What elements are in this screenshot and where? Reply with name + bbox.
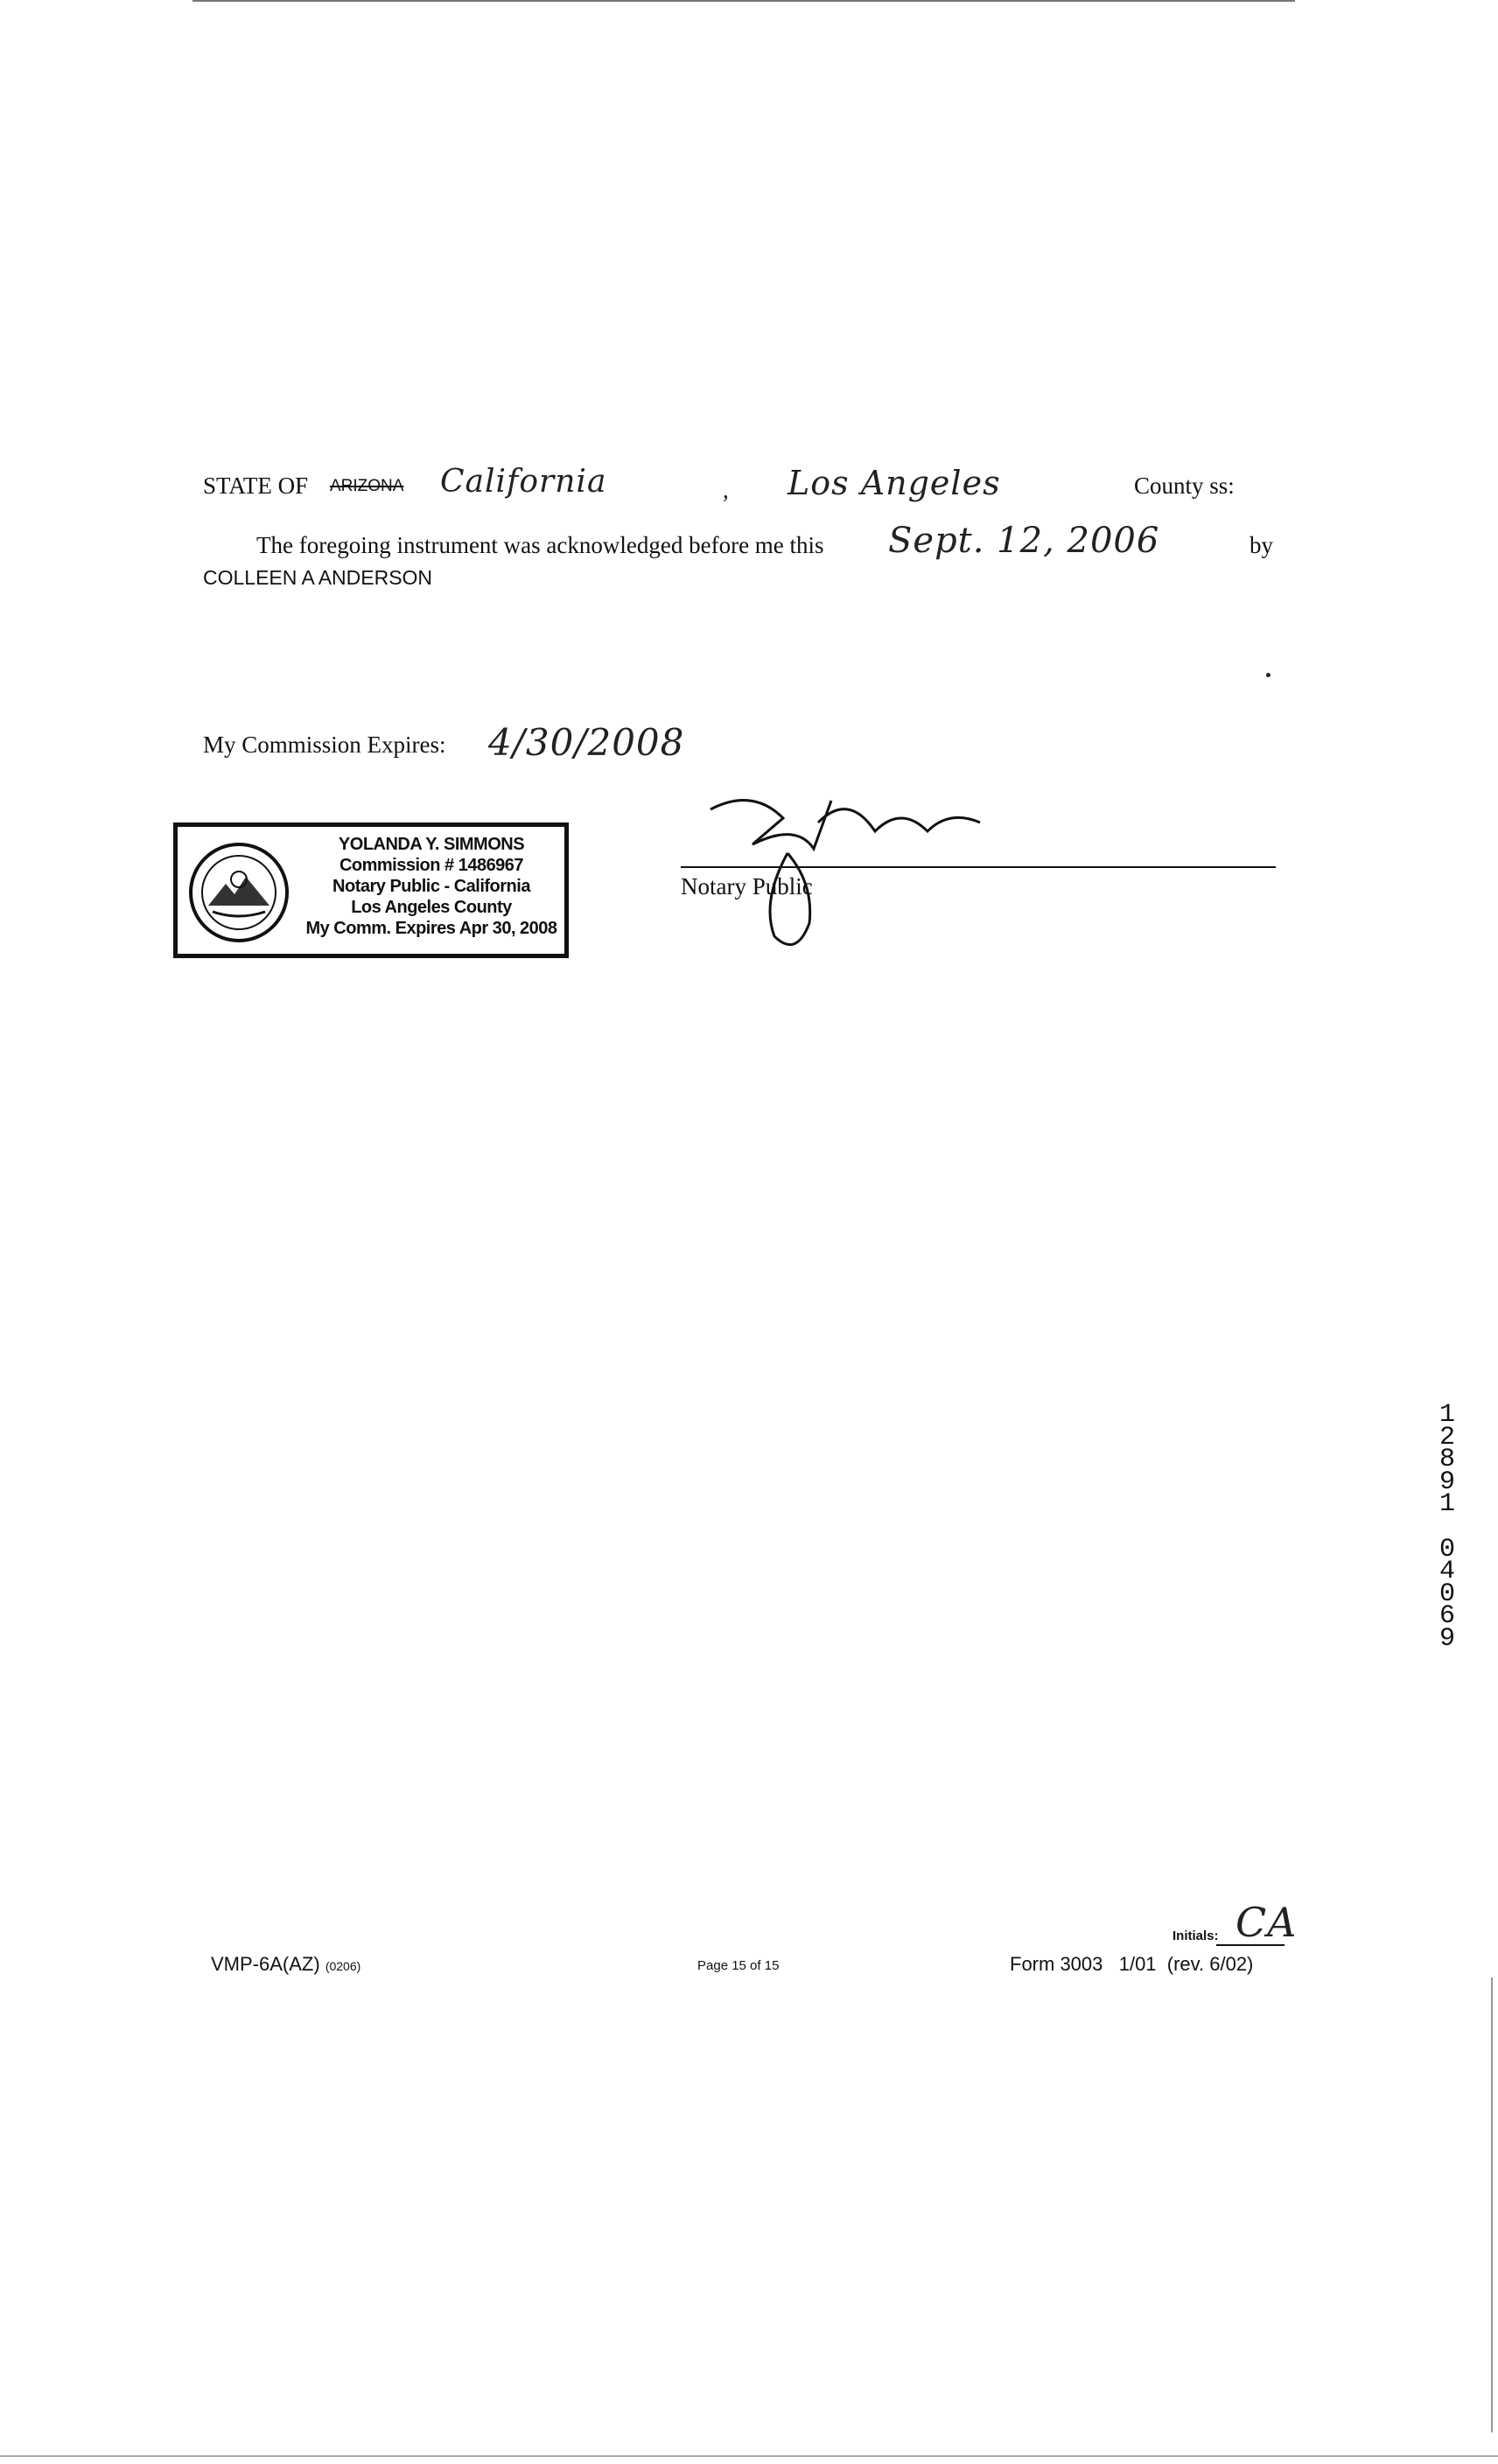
side-digit: 8 bbox=[1438, 1445, 1455, 1475]
form-code-suffix: (0206) bbox=[325, 1959, 361, 1973]
side-digit: 9 bbox=[1438, 1466, 1455, 1497]
stamp-line-commission: Commission # 1486967 bbox=[339, 856, 524, 875]
state-comma: , bbox=[723, 477, 729, 503]
form-code bbox=[211, 1953, 360, 1976]
acknowledgment-date-handwritten: Sept. 12, 2006 bbox=[888, 521, 1160, 561]
top-edge-line bbox=[192, 0, 1295, 2]
side-digit: 0 bbox=[1438, 1578, 1455, 1609]
state-of-label: STATE OF bbox=[203, 472, 309, 499]
page-number: Page 15 of 15 bbox=[697, 1958, 780, 1973]
form-number: Form 3003 1/01 (rev. 6/02) bbox=[1010, 1953, 1254, 1975]
state-struck-text: ARIZONA bbox=[330, 477, 404, 495]
side-digit: 9 bbox=[1438, 1623, 1455, 1654]
signer-name: COLLEEN A ANDERSON bbox=[203, 566, 433, 589]
acknowledgment-text: The foregoing instrument was acknowledged before me this bbox=[256, 532, 824, 558]
speck-mark bbox=[1266, 673, 1270, 677]
county-handwritten: Los Angeles bbox=[788, 464, 1001, 502]
side-document-number bbox=[1432, 1400, 1462, 1654]
state-handwritten: California bbox=[440, 464, 607, 500]
stamp-text-block bbox=[300, 834, 563, 939]
side-digit: 6 bbox=[1438, 1601, 1455, 1632]
stamp-line-expires: My Comm. Expires Apr 30, 2008 bbox=[305, 919, 557, 938]
initials-label: Initials: bbox=[1172, 1928, 1219, 1943]
side-digit: 1 bbox=[1438, 1400, 1455, 1430]
bottom-edge-line bbox=[0, 2455, 1498, 2457]
form-code-main: VMP-6A(AZ) bbox=[211, 1953, 320, 1975]
stamp-line-name: YOLANDA Y. SIMMONS bbox=[338, 835, 525, 854]
side-digit: 4 bbox=[1438, 1557, 1455, 1587]
right-edge-line bbox=[1491, 1978, 1493, 2432]
side-digit: 1 bbox=[1438, 1489, 1455, 1520]
side-digit: 0 bbox=[1438, 1534, 1455, 1564]
commission-expires-handwritten: 4/30/2008 bbox=[488, 721, 685, 764]
stamp-line-county: Los Angeles County bbox=[351, 898, 512, 917]
county-label: County ss: bbox=[1134, 472, 1235, 499]
notary-stamp bbox=[173, 822, 569, 958]
commission-expires-label: My Commission Expires: bbox=[203, 732, 446, 758]
side-digit: 2 bbox=[1438, 1422, 1455, 1452]
notary-signature-line bbox=[681, 866, 1276, 868]
state-seal-icon bbox=[186, 840, 291, 945]
stamp-line-title: Notary Public - California bbox=[332, 877, 530, 896]
initials-handwritten: CA bbox=[1236, 1899, 1298, 1946]
by-label: by bbox=[1250, 532, 1273, 558]
notary-public-label: Notary Public bbox=[681, 873, 813, 900]
